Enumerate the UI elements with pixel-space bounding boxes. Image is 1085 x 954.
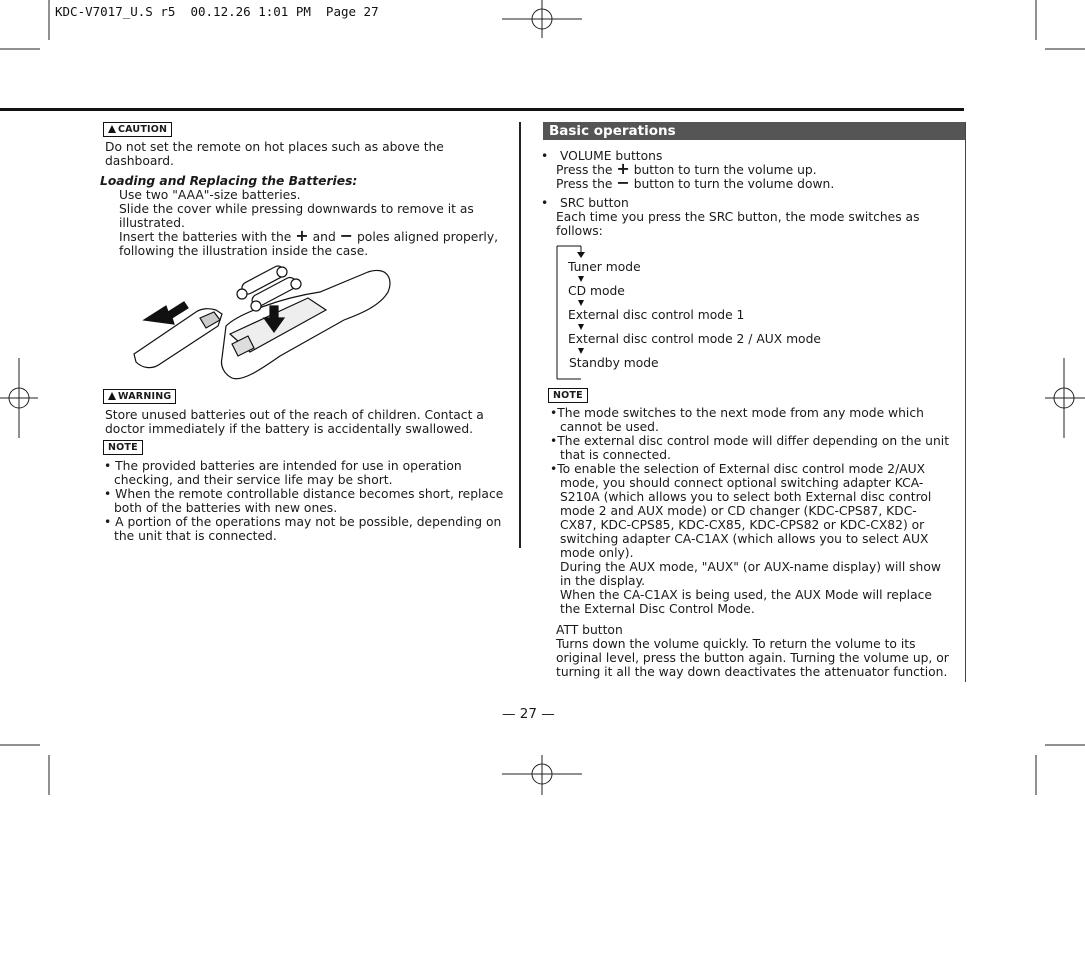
mode-tuner: Tuner mode — [568, 260, 641, 274]
att-text-1: Turns down the volume quickly. To return the volume to its — [556, 637, 916, 651]
left-note-3: • A portion of the operations may not be possible, depending on the unit that is connected. — [104, 515, 502, 543]
mode-cd: CD mode — [568, 284, 625, 298]
src-text-2: follows: — [556, 224, 603, 238]
minus-icon: − — [616, 173, 630, 192]
note-badge-right: NOTE — [548, 388, 588, 403]
volume-title-row: • VOLUME buttons — [541, 149, 663, 163]
print-header: KDC-V7017_U.S r5 00.12.26 1:01 PM Page 27 — [55, 4, 379, 19]
warning-triangle-icon — [108, 125, 116, 133]
right-note-1: •The mode switches to the next mode from any mode which cannot be used. — [550, 406, 924, 434]
battery-line-1: Use two "AAA"-size batteries. — [119, 188, 301, 202]
battery-line-5: following the illustration inside the case. — [119, 244, 369, 258]
column-divider — [519, 122, 521, 548]
mode-standby: Standby mode — [569, 356, 659, 370]
warning-text-2: doctor immediately if the battery is accidentally swallowed. — [105, 422, 474, 436]
arrow-down-icon — [578, 300, 584, 306]
minus-icon: − — [339, 226, 354, 245]
mode-ext2-aux: External disc control mode 2 / AUX mode — [568, 332, 821, 346]
battery-line-4: Insert the batteries with the + and − poles aligned properly, — [119, 226, 499, 245]
note-badge-left: NOTE — [103, 440, 143, 455]
right-border — [965, 122, 966, 682]
left-note-2: • When the remote controllable distance becomes short, replace both of the batteries with new ones. — [104, 487, 504, 515]
battery-line-3: illustrated. — [119, 216, 185, 230]
volume-down-line: Press the − button to turn the volume down. — [556, 173, 835, 192]
page-number: — 27 — — [502, 706, 555, 722]
plus-icon: + — [295, 226, 309, 245]
arrow-down-icon — [578, 348, 584, 354]
warning-triangle-icon — [108, 392, 116, 400]
top-rule — [0, 108, 964, 111]
arrow-down-icon — [578, 324, 584, 330]
right-note-2: •The external disc control mode will differ depending on the unit that is connected. — [550, 434, 950, 462]
warning-badge: WARNING — [103, 389, 176, 404]
src-text-1: Each time you press the SRC button, the mode switches as — [556, 210, 920, 224]
caution-text-2: dashboard. — [105, 154, 174, 168]
att-text-3: turning it all the way down deactivates the attenuator function. — [556, 665, 948, 679]
left-note-1: • The provided batteries are intended for use in operation checking, and their service life may be short. — [104, 459, 462, 487]
caution-text-1: Do not set the remote on hot places such as above the — [105, 140, 444, 154]
att-text-2: original level, press the button again. Turning the volume up, or — [556, 651, 949, 665]
battery-subheading: Loading and Replacing the Batteries: — [100, 174, 358, 188]
warning-text-1: Store unused batteries out of the reach of children. Contact a — [105, 408, 484, 422]
section-title: Basic operations — [543, 122, 966, 140]
volume-up-line: Press the + button to turn the volume up. — [556, 159, 817, 178]
mode-ext1: External disc control mode 1 — [568, 308, 745, 322]
src-title-row: • SRC button — [541, 196, 629, 210]
caution-badge: CAUTION — [103, 122, 172, 137]
arrow-down-icon — [578, 276, 584, 282]
remote-battery-illustration — [130, 262, 395, 386]
battery-line-2: Slide the cover while pressing downwards to remove it as — [119, 202, 474, 216]
att-title: ATT button — [556, 623, 623, 637]
plus-icon: + — [616, 159, 630, 178]
right-note-3: •To enable the selection of External disc control mode 2/AUX mode, you should connect optional switching adapter KCA- S210A (which allows you to select both External disc control mode 2 and AUX mode) or CD changer (KDC-CPS87, KDC- CX87, KDC-CPS85, KDC-CX85, KDC-CPS82 or KDC-CX82) or switching adapter CA-C1AX (which allows you to select AUX mode only). During the AUX mode, "AUX" (or AUX-name display) will show in the display. When the CA-C1AX is being used, the AUX Mode will replace the External Disc Control Mode. — [550, 462, 941, 616]
